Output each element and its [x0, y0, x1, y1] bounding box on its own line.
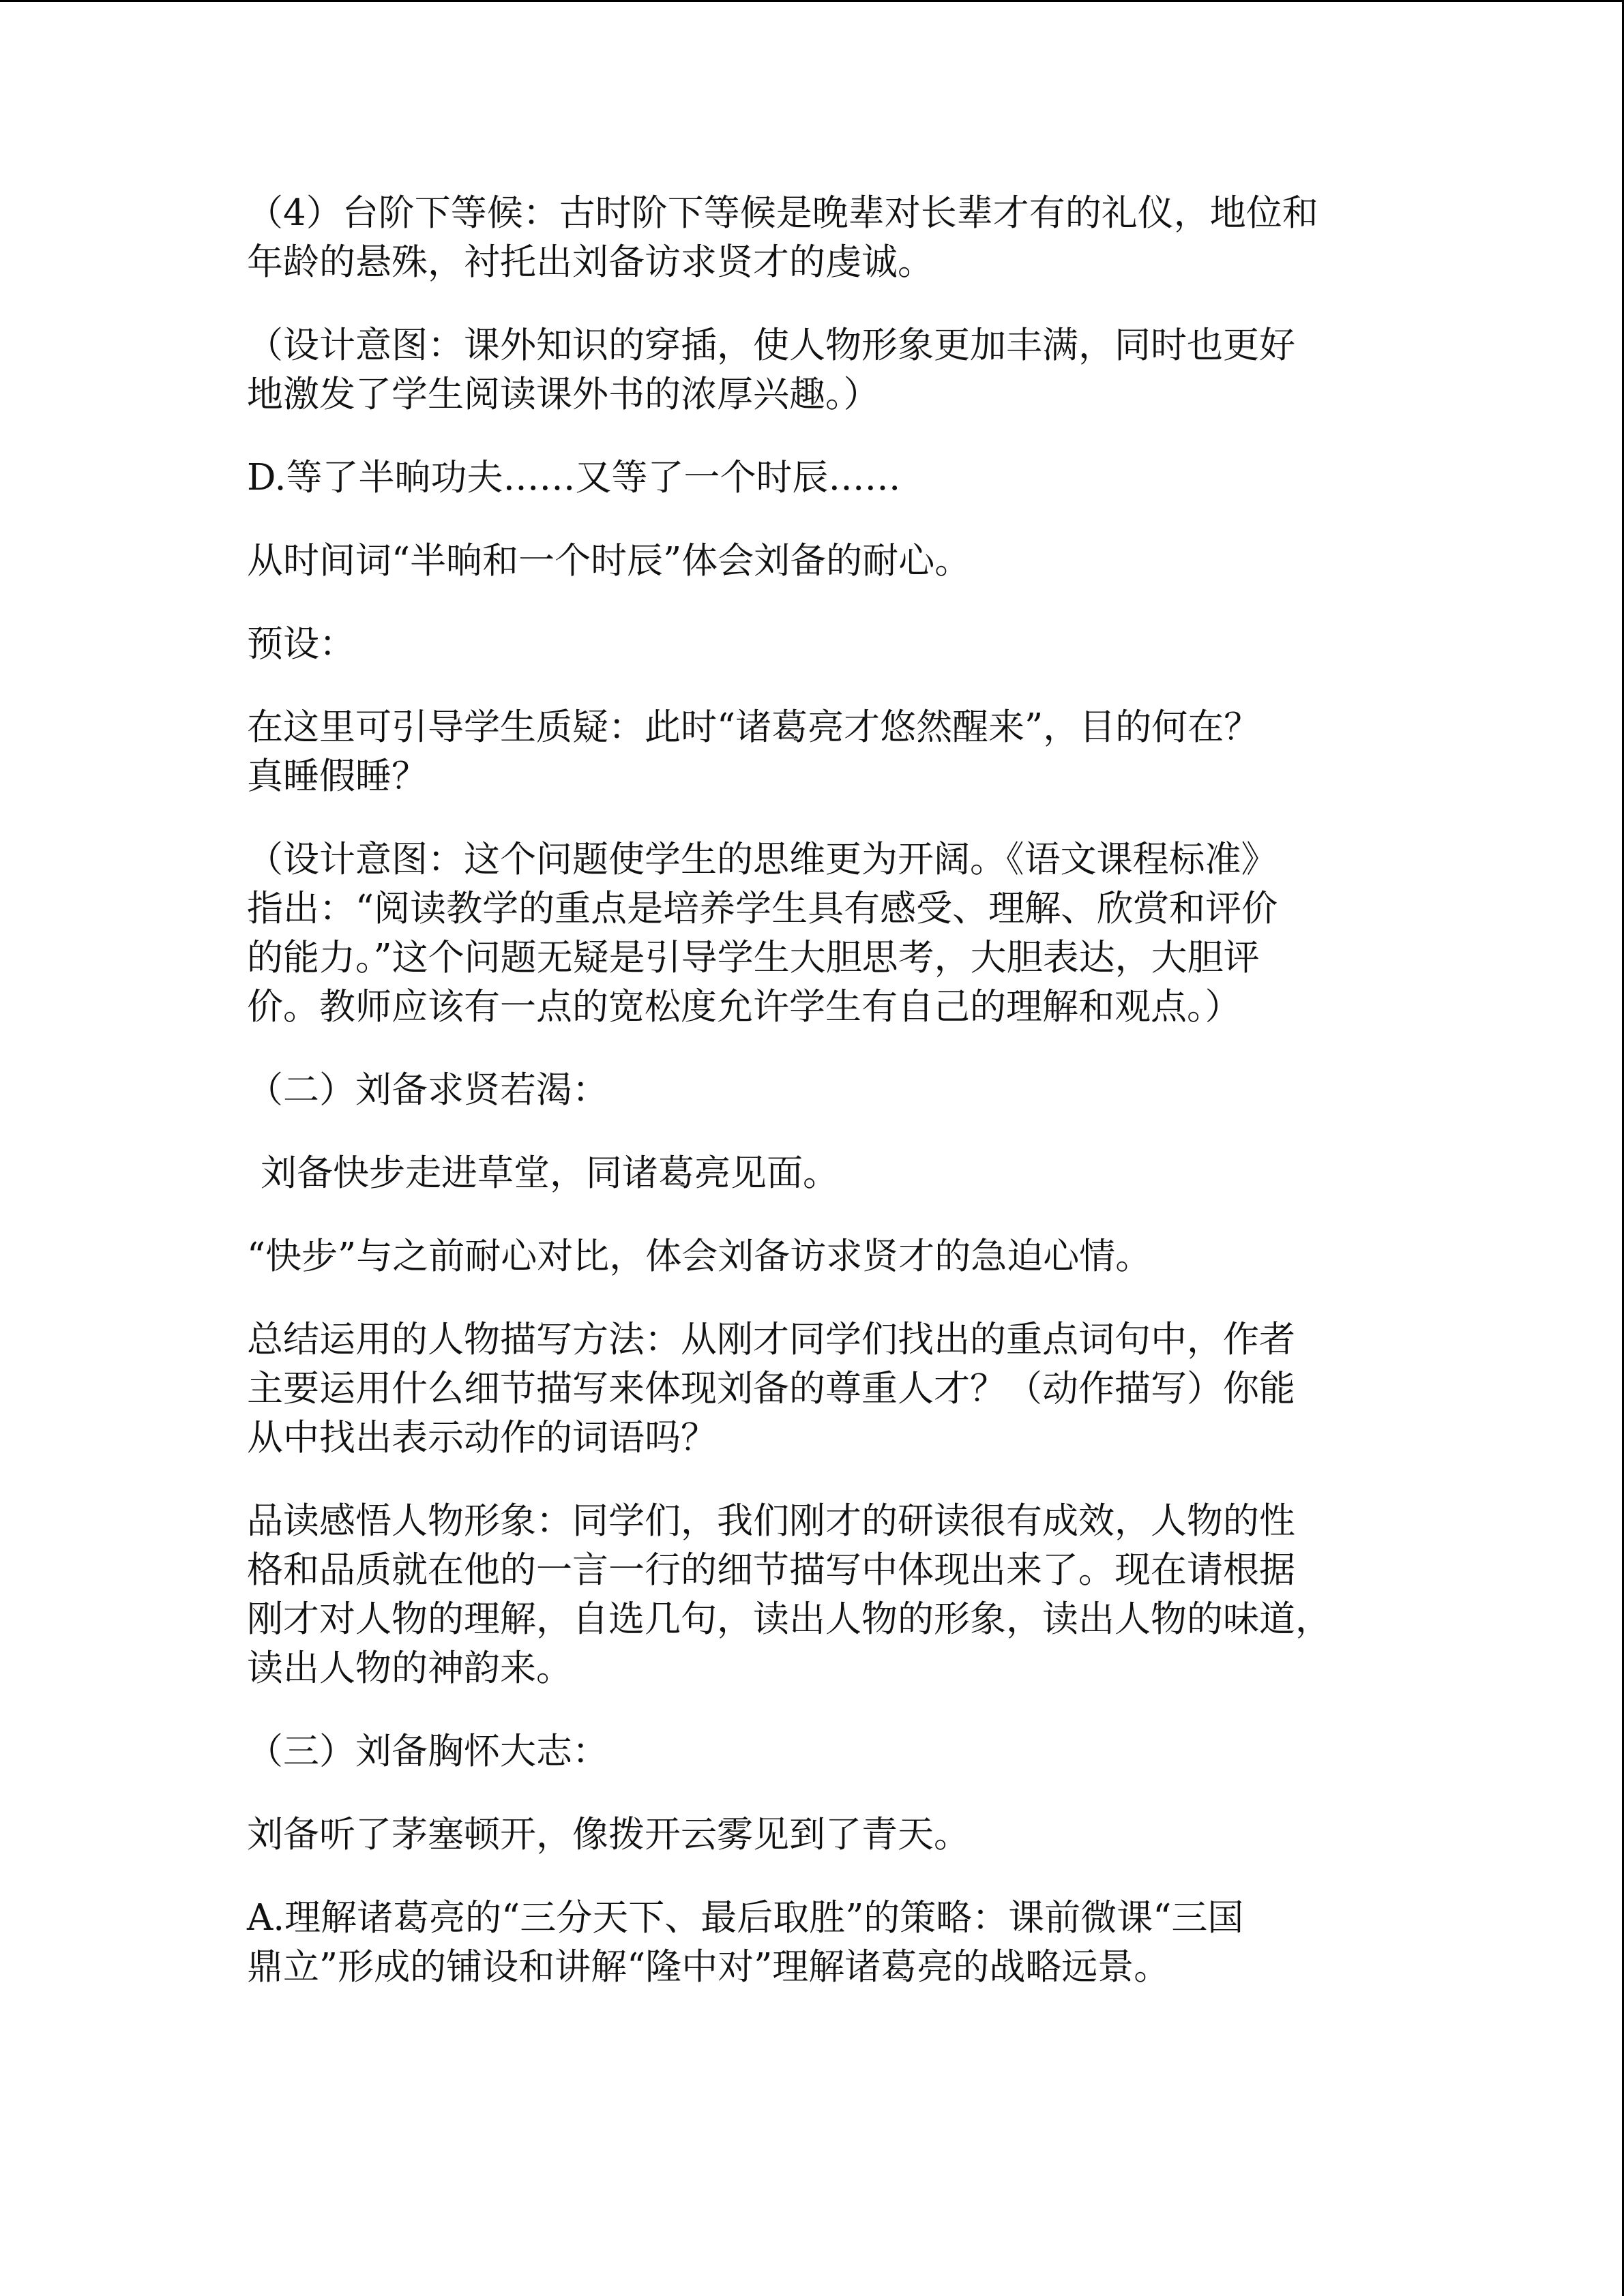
text-line: “快步”与之前耐心对比，体会刘备访求贤才的急迫心情。 [247, 1236, 1152, 1277]
paragraph-preset [247, 620, 1379, 669]
text-line: 在这里可引导学生质疑：此时“诸葛亮才悠然醒来”，目的何在？ [247, 706, 1260, 748]
text-line: （设计意图：这个问题使学生的思维更为开阔。《语文课程标准》 [247, 839, 1278, 880]
text-line: （三）刘备胸怀大志： [247, 1731, 608, 1772]
paragraph-summary-method [247, 1315, 1379, 1463]
text-line: 主要运用什么细节描写来体现刘备的尊重人才？（动作描写）你能 [247, 1368, 1295, 1410]
paragraph-enlightened [247, 1810, 1379, 1860]
paragraph-design-intent-2 [247, 835, 1379, 1032]
paragraph-time-words [247, 537, 1379, 586]
text-line: 从中找出表示动作的词语吗？ [247, 1417, 717, 1459]
text-line: 读出人物的神韵来。 [247, 1648, 572, 1689]
text-line: 价。教师应该有一点的宽松度允许学生有自己的理解和观点。） [247, 986, 1241, 1028]
text-line: （设计意图：课外知识的穿插，使人物形象更加丰满，同时也更好 [247, 325, 1295, 366]
text-line: 总结运用的人物描写方法：从刚才同学们找出的重点词句中，作者 [247, 1319, 1295, 1360]
text-line: 刘备听了茅塞顿开，像拨开云雾见到了青天。 [247, 1814, 970, 1855]
text-line: （4）台阶下等候：古时阶下等候是晚辈对长辈才有的礼仪，地位和 [247, 192, 1318, 234]
text-line: 年龄的悬殊，衬托出刘备访求贤才的虔诚。 [247, 241, 934, 283]
paragraph-contrast [247, 1232, 1379, 1281]
text-line: 从时间词“半晌和一个时辰”体会刘备的耐心。 [247, 540, 971, 582]
text-line: 品读感悟人物形象：同学们，我们刚才的研读很有成效，人物的性 [247, 1500, 1295, 1542]
document-body [247, 189, 1379, 2026]
text-line: 指出：“阅读教学的重点是培养学生具有感受、理解、欣赏和评价 [247, 888, 1278, 929]
text-line: 鼎立”形成的铺设和讲解“隆中对”理解诸葛亮的战略远景。 [247, 1946, 1170, 1988]
text-line: 刚才对人物的理解，自选几句，读出人物的形象，读出人物的味道， [247, 1598, 1331, 1640]
section-heading-three [247, 1727, 1379, 1776]
text-line: A.理解诸葛亮的“三分天下、最后取胜”的策略：课前微课“三国 [247, 1897, 1244, 1939]
text-line: 地激发了学生阅读课外书的浓厚兴趣。） [247, 374, 880, 415]
paragraph-design-intent-1 [247, 321, 1379, 419]
text-line: 预设： [247, 623, 355, 665]
paragraph-item-d [247, 453, 1379, 503]
paragraph-item-a [247, 1894, 1379, 1992]
text-line: 刘备快步走进草堂，同诸葛亮见面。 [261, 1152, 839, 1194]
text-line: D.等了半晌功夫……又等了一个时辰…… [247, 457, 901, 498]
text-line: 格和品质就在他的一言一行的细节描写中体现出来了。现在请根据 [247, 1549, 1295, 1591]
text-line: 真睡假睡？ [247, 756, 428, 797]
paragraph-waiting-below-steps [247, 189, 1379, 287]
paragraph-reading-appreciation [247, 1497, 1379, 1693]
text-line: 的能力。”这个问题无疑是引导学生大胆思考，大胆表达，大胆评 [247, 937, 1260, 979]
section-heading-two [247, 1066, 1379, 1115]
paragraph-quick-steps [247, 1149, 1379, 1198]
text-line: （二）刘备求贤若渴： [247, 1069, 608, 1111]
paragraph-question [247, 703, 1379, 801]
